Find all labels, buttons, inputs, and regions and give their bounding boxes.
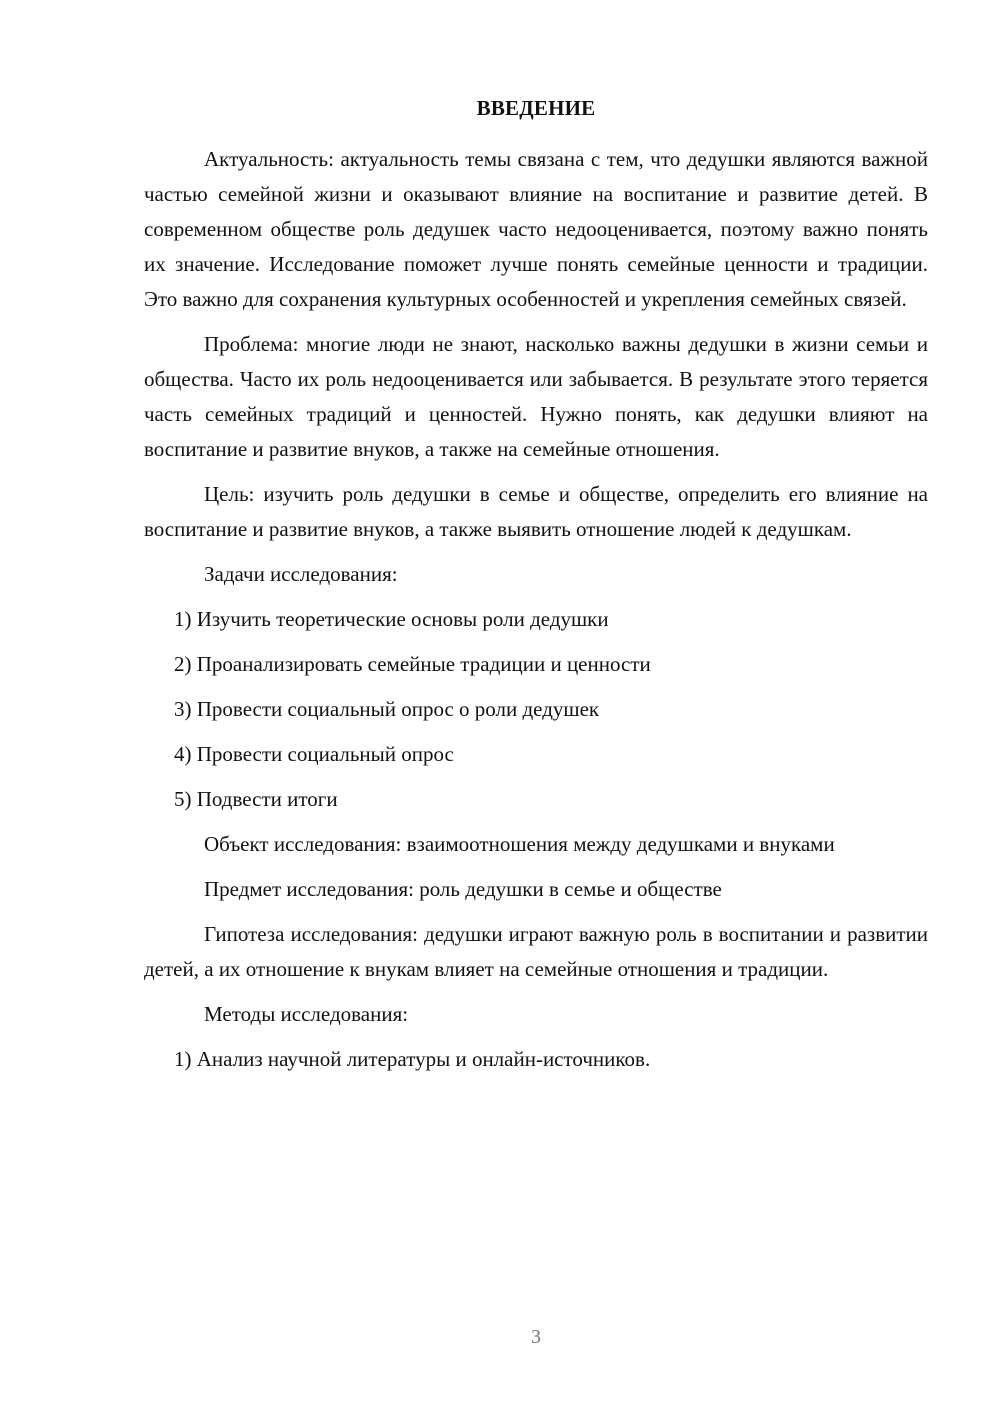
list-item: 2) Проанализировать семейные традиции и ценности xyxy=(174,652,651,676)
methods-heading: Методы исследования: xyxy=(204,1002,409,1026)
hypothesis-paragraph: Гипотеза исследования: дедушки играют важную роль в воспитании и развитии детей, а их отношение к внукам влияет на семейные отношения и традиции. xyxy=(144,922,928,981)
subject-paragraph: Предмет исследования: роль дедушки в семье и обществе xyxy=(204,877,722,901)
list-item: 4) Провести социальный опрос xyxy=(174,742,454,766)
relevance-paragraph: Актуальность: актуальность темы связана с тем, что дедушки являются важной частью семейной жизни и оказывают влияние на воспитание и развитие детей. В современном обществе роль дедушек часто недооценивается, поэтому важно понять их значение. Исследование поможет лучше понять семейные ценности и традиции. Это важно для сохранения культурных особенностей и укрепления семейных связей. xyxy=(144,147,928,311)
list-item: 1) Анализ научной литературы и онлайн-источников. xyxy=(174,1047,651,1071)
problem-paragraph: Проблема: многие люди не знают, насколько важны дедушки в жизни семьи и общества. Часто их роль недооценивается или забывается. В результате этого теряется часть семейных традиций и ценностей. Нужно понять, как дедушки влияют на воспитание и развитие внуков, а также на семейные отношения. xyxy=(144,332,928,461)
tasks-heading: Задачи исследования: xyxy=(204,562,398,586)
page-title: ВВЕДЕНИЕ xyxy=(476,96,596,120)
object-paragraph: Объект исследования: взаимоотношения между дедушками и внуками xyxy=(204,832,835,856)
list-item: 1) Изучить теоретические основы роли дедушки xyxy=(174,607,609,631)
list-item: 5) Подвести итоги xyxy=(174,787,338,811)
methods-list xyxy=(144,1042,928,1077)
tasks-list xyxy=(144,602,928,817)
list-item: 3) Провести социальный опрос о роли дедушек xyxy=(174,697,600,721)
document-body xyxy=(144,142,928,1087)
page-number: 3 xyxy=(531,1326,541,1348)
goal-paragraph: Цель: изучить роль дедушки в семье и обществе, определить его влияние на воспитание и развитие внуков, а также выявить отношение людей к дедушкам. xyxy=(144,482,928,541)
